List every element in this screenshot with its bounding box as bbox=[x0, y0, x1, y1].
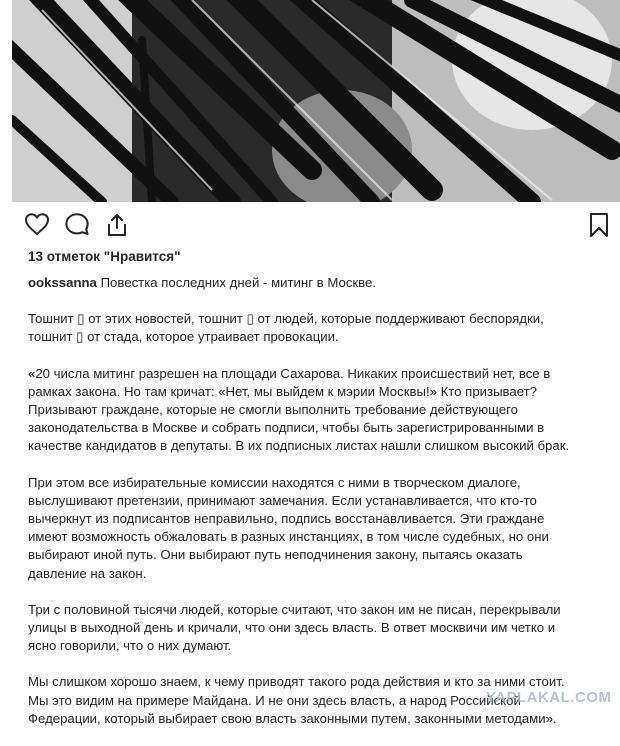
bookmark-icon[interactable] bbox=[588, 212, 610, 243]
username-link[interactable]: ookssanna bbox=[28, 275, 97, 290]
post-photo[interactable] bbox=[12, 0, 620, 202]
caption-paragraph: Мы слишком хорошо знаем, к чему приводят такого рода действия и кто за ними стоит. Мы это видим на примере Майдана. И не они здесь власть, а народ Российской Федерации, который выбирает свою власть законными путем, законными методами». bbox=[28, 674, 565, 726]
heart-icon[interactable] bbox=[24, 212, 50, 241]
site-watermark: YAPLAKAL.COM bbox=[486, 689, 612, 706]
caption-paragraph: «20 числа митинг разрешен на площади Сахарова. Никаких происшествий нет, все в рамках закона. Но там кричат: «Нет, мы выйдем к мэрии Москвы!» Кто призывает? Призывают граждане, которые не смогли выполнить требование действующего законодательства в Москве и собрать подписи, чтобы быть зарегистрированными в качестве кандидатов в депутаты. В их подписных листах нашли слишком высокий брак. bbox=[28, 365, 570, 454]
palm-leaves-image bbox=[12, 0, 620, 202]
caption-text: Повестка последних дней - митинг в Москве. bbox=[100, 275, 377, 290]
share-icon[interactable] bbox=[104, 212, 130, 243]
post-actions-bar bbox=[24, 212, 614, 242]
caption-paragraph: Тошнит ▯ от этих новостей, тошнит ▯ от людей, которые поддерживают беспорядки, тошнит ▯ от стада, которое утраивает провокации. bbox=[28, 311, 544, 345]
caption-paragraph: При этом все избирательные комиссии находятся с ними в творческом диалоге, выслушивают претензии, принимают замечания. Если устанавливается, что кто-то вычеркнут из подписантов неправильно, подпись восстанавливается. Эти граждане имеют возможность обжаловать в разных инстанциях, в том числе судебных, но они выбирают иной путь. Они выбирают путь неподчинения закону, пытаясь оказать давление на закон. bbox=[28, 474, 549, 581]
comment-icon[interactable] bbox=[64, 212, 90, 241]
caption-paragraph: Три с половиной тысячи людей, которые считают, что закон им не писан, перекрывали улицы в выходной день и кричали, что они здесь власть. В ответ москвичи им четко и ясно говорили, что о них думают. bbox=[28, 601, 561, 654]
post-caption bbox=[28, 274, 588, 746]
caption-first-line bbox=[28, 274, 588, 292]
likes-count[interactable]: 13 отметок "Нравится" bbox=[28, 249, 181, 264]
